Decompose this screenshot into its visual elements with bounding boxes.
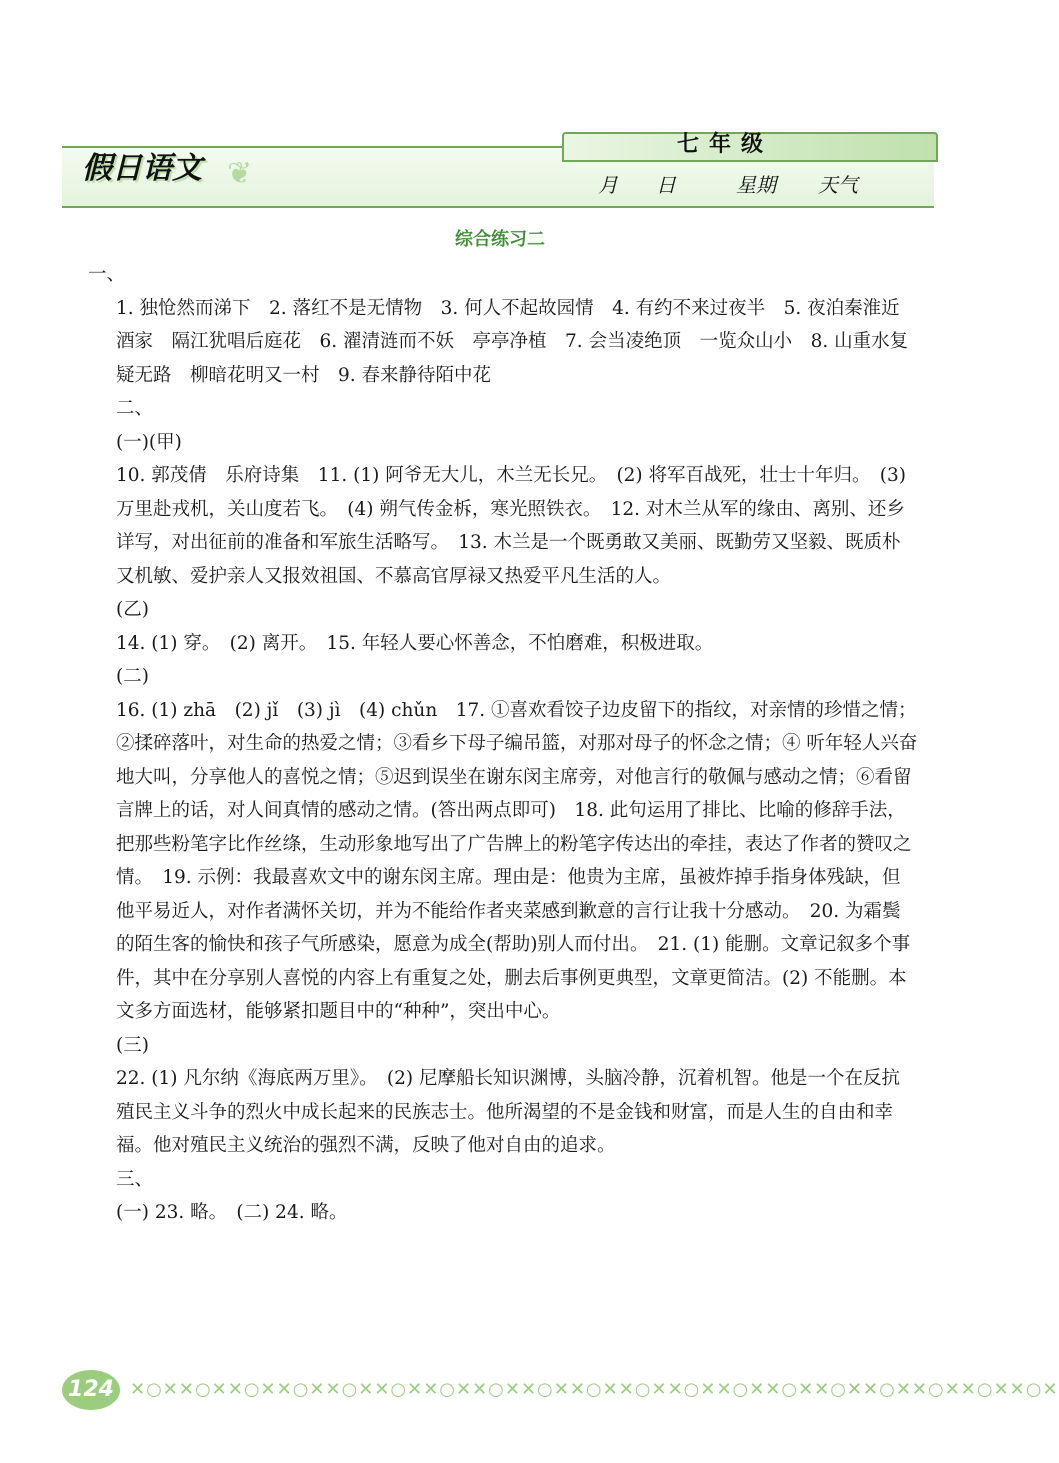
subsection-heading: (二) xyxy=(116,666,149,687)
month-label: 月 xyxy=(598,173,618,197)
day-label: 日 xyxy=(656,173,676,197)
answer-paragraph: 1. 独怆然而涕下 2. 落红不是无情物 3. 何人不起故园情 4. 有约不来过夜半 5. 夜泊秦淮近酒家 隔江犹唱后庭花 6. 濯清涟而不妖 亭亭净植 7. 会当凌绝顶 一览众山小 8. 山重水复疑无路 柳暗花明又一村 9. 春来静待陌中花 xyxy=(116,297,909,386)
decorative-border: ✕○✕✕○✕✕○✕✕○✕✕○✕✕○✕✕○✕✕○✕✕○✕✕○✕✕○✕✕○✕✕○✕✕○✕✕○✕✕○✕✕○✕✕○✕✕○✕ xyxy=(130,1379,1059,1400)
subsection-heading: (一)(甲) xyxy=(116,431,182,453)
book-logo: 假日语文 xyxy=(82,151,202,186)
leaf-icon: ❦ xyxy=(227,156,253,191)
page-title: 综合练习二 xyxy=(455,229,545,250)
date-row xyxy=(590,170,910,200)
section-heading: 三、 xyxy=(116,1168,154,1190)
page-number: 124 xyxy=(62,1370,120,1410)
answer-paragraph: 14. (1) 穿。 (2) 离开。 15. 年轻人要心怀善念，不怕磨难，积极进取。 xyxy=(116,632,714,654)
answer-paragraph: (一) 23. 略。 (二) 24. 略。 xyxy=(116,1202,348,1223)
grade-label: 七年级 xyxy=(677,132,774,157)
section-heading: 一、 xyxy=(88,264,126,285)
answer-paragraph: 16. (1) zhā (2) jǐ (3) jì (4) chǔn 17. ①喜欢看饺子边皮留下的指纹，对亲情的珍惜之情；②揉碎落叶，对生命的热爱之情；③看乡下母子编吊篮，对那对母子的怀念之情；④ 听年轻人兴奋地大叫，分享他人的喜悦之情；⑤迟到误坐在谢东闵主席旁，对他言行的敬佩与感动之情；⑥看留言牌上的话，对人间真情的感动之情。(答出两点即可) 18. 此句运用了排比、比喻的修辞手法，把那些粉笔字比作丝绦，生动形象地写出了广告牌上的粉笔字传达出的牵挂，表达了作者的赞叹之情。 19. 示例：我最喜欢文中的谢东闵主席。理由是：他贵为主席，虽被炸掉手指身体残缺，但他平易近人，对作者满怀关切，并为不能给作者夹菜感到歉意的言行让我十分感动。 20. 为霜鬓的陌生客的愉快和孩子气所感染，愿意为成全(帮助)别人而付出。 21. (1) 能删。文章记叙多个事件，其中在分享别人喜悦的内容上有重复之处，删去后事例更典型，文章更简洁。(2) 不能删。本文多方面选材，能够紧扣题目中的“种种”，突出中心。 xyxy=(116,699,918,1022)
page-header xyxy=(62,132,934,204)
page-footer xyxy=(62,1370,1059,1410)
answer-content xyxy=(88,258,918,1230)
subsection-heading: (三) xyxy=(116,1034,149,1056)
weekday-label: 星期 xyxy=(736,173,776,197)
answer-paragraph: 22. (1) 凡尔纳《海底两万里》。 (2) 尼摩船长知识渊博，头脑冷静，沉着机智。他是一个在反抗殖民主义斗争的烈火中成长起来的民族志士。他所渴望的不是金钱和财富，而是人生的自由和幸福。他对殖民主义统治的强烈不满，反映了他对自由的追求。 xyxy=(116,1068,900,1156)
answer-paragraph: 10. 郭茂倩 乐府诗集 11. (1) 阿爷无大儿，木兰无长兄。 (2) 将军百战死，壮士十年归。 (3) 万里赴戎机，关山度若飞。 (4) 朔气传金柝，寒光照铁衣。 12. 对木兰从军的缘由、离别、还乡详写，对出征前的准备和军旅生活略写。 13. 木兰是一个既勇敢又美丽、既勤劳又坚毅、既质朴又机敏、爱护亲人又报效祖国、不慕高官厚禄又热爱平凡生活的人。 xyxy=(116,465,906,587)
section-heading: 二、 xyxy=(116,398,154,419)
weather-label: 天气 xyxy=(818,173,858,197)
subsection-heading: (乙) xyxy=(116,599,149,620)
